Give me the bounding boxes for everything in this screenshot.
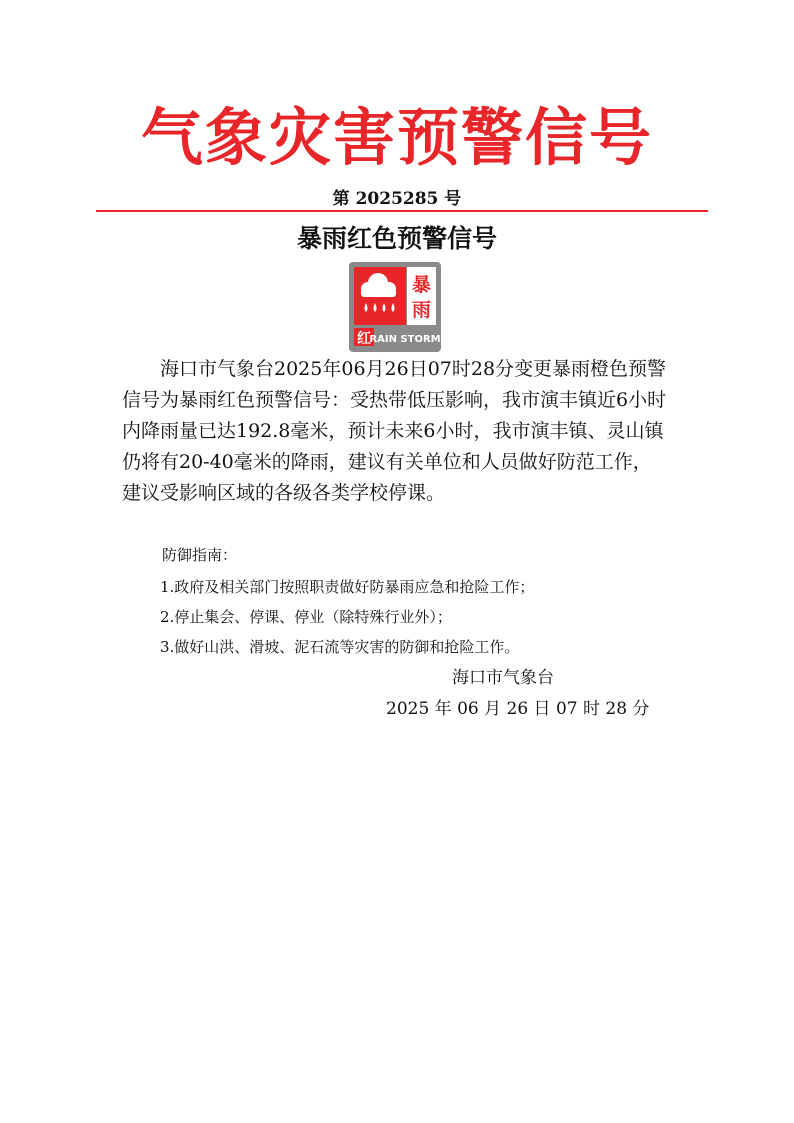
warning-body-paragraph: 海口市气象台2025年06月26日07时28分变更暴雨橙色预警信号为暴雨红色预警信号：受热带低压影响，我市演丰镇近6小时内降雨量已达192.8毫米，预计未来6小时，我市演丰镇、灵山镇仍将有20-40毫米的降雨，建议有关单位和人员做好防范工作，建议受影响区域的各级各类学校停课。 — [122, 358, 667, 504]
issue-number: 第 2025285 号 — [332, 189, 462, 209]
signal-title: 暴雨红色预警信号 — [296, 224, 497, 253]
masthead-title: 气象灾害预警信号 — [140, 101, 653, 174]
guidelines-heading: 防御指南： — [162, 546, 238, 564]
signal-type-label-en: RAIN STORM — [369, 334, 441, 345]
guideline-item: 3.做好山洪、滑坡、泥石流等灾害的防御和抢险工作。 — [160, 638, 520, 656]
header-divider — [96, 210, 708, 212]
signal-type-label-bottom: 雨 — [411, 299, 432, 321]
guideline-item: 1.政府及相关部门按照职责做好防暴雨应急和抢险工作； — [160, 578, 535, 596]
signal-color-label: 红 — [357, 331, 371, 347]
rainstorm-red-signal-icon — [349, 262, 441, 352]
rainstorm-red-signal-graphic — [349, 262, 441, 352]
issuer-signature: 海口市气象台 — [452, 668, 554, 688]
signal-type-label-top: 暴 — [411, 274, 432, 296]
guideline-item: 2.停止集会、停课、停业（除特殊行业外）； — [160, 608, 452, 626]
issue-date: 2025 年 06 月 26 日 07 时 28 分 — [386, 699, 650, 719]
